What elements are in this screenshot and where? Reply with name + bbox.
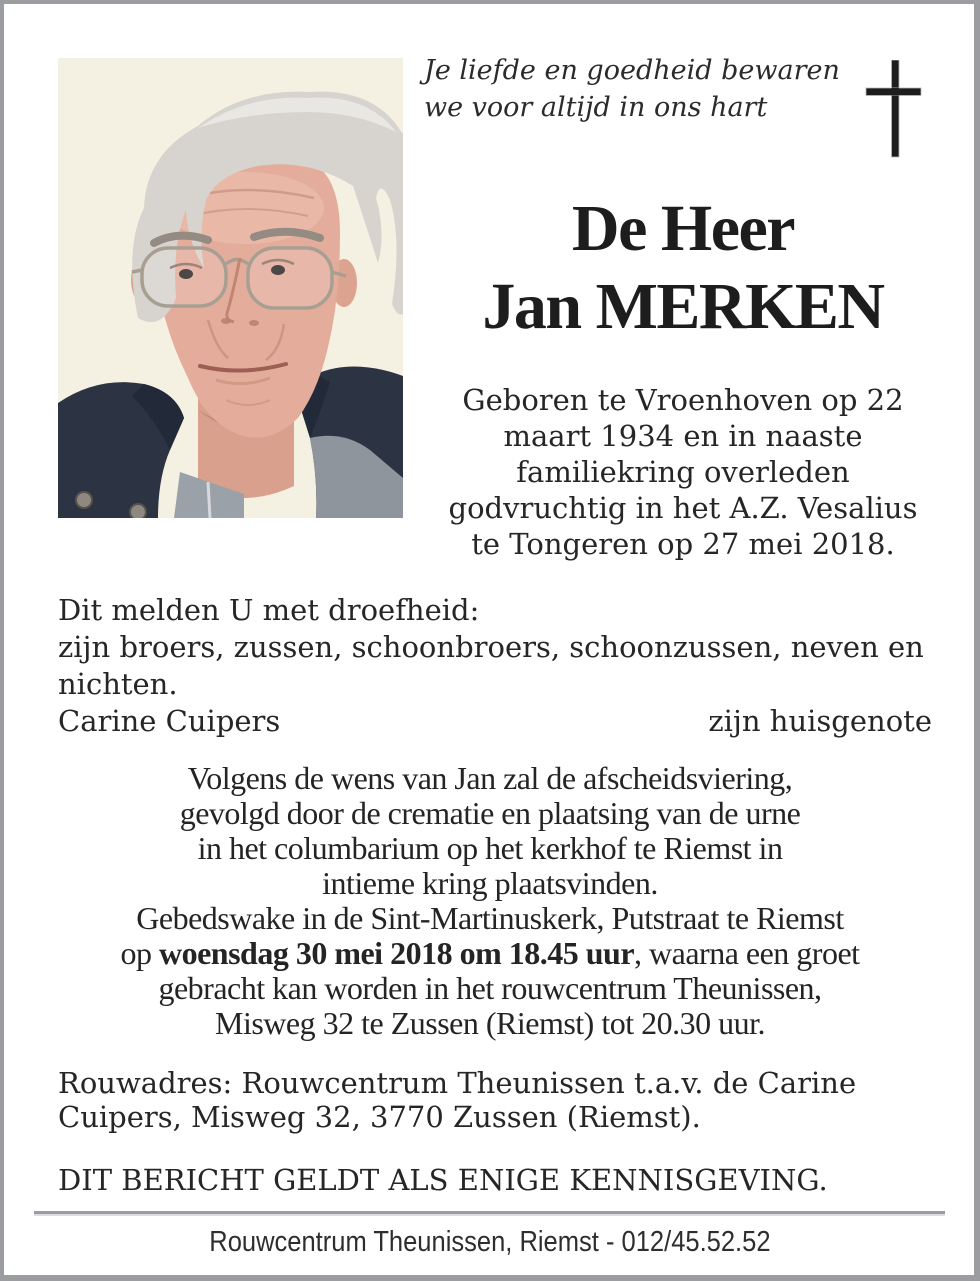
page-border-bottom [0,1275,980,1281]
memorial-quote-line: we voor altijd in ons hart [424,92,768,123]
ceremony-line: in het columbarium op het kerkhof te Riemst in [197,830,783,866]
wake-suffix: , waarna een groet [634,935,860,971]
memorial-quote [424,52,844,126]
life-dates [418,382,948,562]
ceremony-details [34,761,946,1041]
ceremony-line: intieme kring plaatsvinden. [322,865,658,901]
life-dates-line: familiekring overleden [516,455,850,489]
page-border-right [974,0,980,1281]
cross-icon [864,60,922,160]
mourning-address-line: Rouwadres: Rouwcentrum Theunissen t.a.v. de Carine [58,1066,857,1100]
family-announcement-line: Dit melden U met droefheid: [58,593,480,627]
partner-row [58,703,932,740]
life-dates-line: godvruchtig in het A.Z. Vesalius [448,491,918,525]
portrait-photo [58,58,403,518]
ceremony-line: gebracht kan worden in het rouwcentrum Theunissen, [158,970,822,1006]
wake-datetime: woensdag 30 mei 2018 om 18.45 uur [158,935,635,971]
family-announcement [58,592,932,740]
funeral-home-footer [6,1226,974,1259]
footer-divider [34,1211,945,1214]
family-announcement-line: nichten. [58,667,178,701]
portrait-illustration [58,58,403,518]
wake-prefix: op [120,935,159,971]
ceremony-line: Gebedswake in de Sint-Martinuskerk, Putstraat te Riemst [136,900,844,936]
page-border-left [0,0,4,1281]
mourning-address-line: Cuipers, Misweg 32, 3770 Zussen (Riemst). [58,1100,701,1134]
life-dates-line: maart 1934 en in naaste [503,419,863,453]
partner-name: Carine Cuipers [58,704,281,738]
ceremony-wake-line [34,936,946,971]
memorial-quote-line: Je liefde en goedheid bewaren [424,55,840,86]
deceased-salutation: De Heer [571,192,795,265]
sole-notification-notice: DIT BERICHT GELDT ALS ENIGE KENNISGEVING. [58,1163,828,1197]
funeral-home-contact: Rouwcentrum Theunissen, Riemst - 012/45.52.52 [209,1226,771,1258]
life-dates-line: Geboren te Vroenhoven op 22 [462,383,904,417]
page-border-top [0,0,980,4]
life-dates-line: te Tongeren op 27 mei 2018. [471,527,895,561]
deceased-name: Jan MERKEN [482,270,884,343]
deceased-title [418,190,948,346]
ceremony-line: Volgens de wens van Jan zal de afscheidsviering, [187,760,793,796]
ceremony-line: gevolgd door de crematie en plaatsing van de urne [179,795,801,831]
mourning-address [58,1066,938,1134]
ceremony-line: Misweg 32 te Zussen (Riemst) tot 20.30 uur. [214,1005,765,1041]
partner-relation: zijn huisgenote [708,704,932,738]
family-announcement-line: zijn broers, zussen, schoonbroers, schoonzussen, neven en [58,630,924,664]
